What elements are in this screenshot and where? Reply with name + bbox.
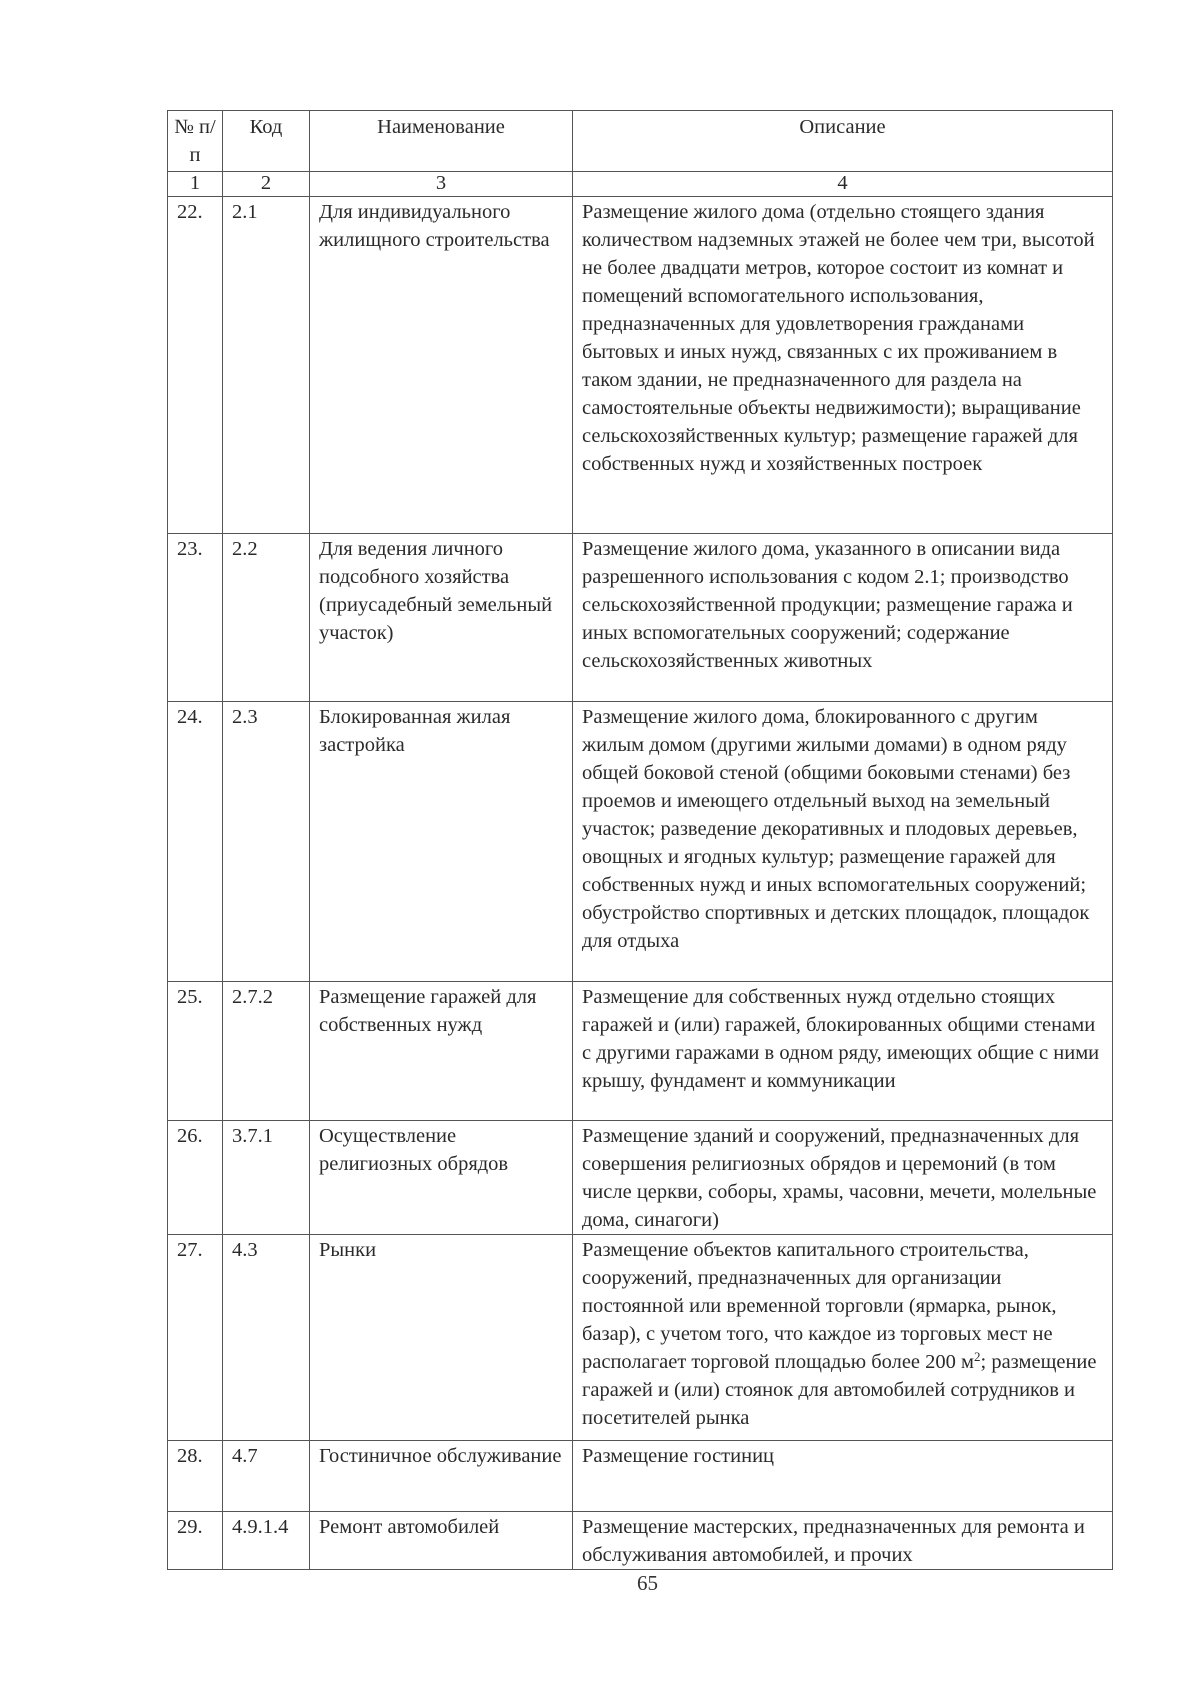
row-description: Размещение гостиниц <box>573 1441 1113 1512</box>
table-row <box>168 534 1113 702</box>
description-text: Размещение объектов капитального строительства, сооружений, предназначенных для организации постоянной или временной торговли (ярмарка, рынок, базар), с учетом того, что каждое из торговых мест не располагает торговой площадью более 200 м <box>582 1239 1057 1373</box>
table-row <box>168 982 1113 1121</box>
column-number: 1 <box>168 172 223 197</box>
table-row <box>168 1512 1113 1570</box>
row-number: 22. <box>168 197 223 534</box>
table-row <box>168 197 1113 534</box>
row-name: Рынки <box>310 1235 573 1441</box>
header-num: № п/п <box>168 111 223 172</box>
header-name: Наименование <box>310 111 573 172</box>
row-code: 4.3 <box>223 1235 310 1441</box>
row-code: 2.7.2 <box>223 982 310 1121</box>
table-row <box>168 702 1113 982</box>
column-numbers-row <box>168 172 1113 197</box>
row-name: Гостиничное обслуживание <box>310 1441 573 1512</box>
row-description: Размещение жилого дома, указанного в описании вида разрешенного использования с кодом 2.1; производство сельскохозяйственной продукции; размещение гаража и иных вспомогательных сооружений; содержание сельскохозяйственных животных <box>573 534 1113 702</box>
column-number: 2 <box>223 172 310 197</box>
row-code: 3.7.1 <box>223 1121 310 1235</box>
row-name: Для индивидуального жилищного строительства <box>310 197 573 534</box>
row-number: 26. <box>168 1121 223 1235</box>
superscript: 2 <box>974 1349 981 1364</box>
table-row <box>168 1441 1113 1512</box>
row-description: Размещение жилого дома, блокированного с другим жилым домом (другими жилыми домами) в одном ряду общей боковой стеной (общими боковыми стенами) без проемов и имеющего отдельный выход на земельный участок; разведение декоративных и плодовых деревьев, овощных и ягодных культур; размещение гаражей для собственных нужд и иных вспомогательных сооружений; обустройство спортивных и детских площадок, площадок для отдыха <box>573 702 1113 982</box>
row-number: 28. <box>168 1441 223 1512</box>
table-row <box>168 1121 1113 1235</box>
row-number: 24. <box>168 702 223 982</box>
row-number: 27. <box>168 1235 223 1441</box>
column-number: 3 <box>310 172 573 197</box>
page-number: 65 <box>637 1571 658 1595</box>
row-description: Размещение мастерских, предназначенных для ремонта и обслуживания автомобилей, и прочих <box>573 1512 1113 1570</box>
row-name: Блокированная жилая застройка <box>310 702 573 982</box>
row-description <box>573 1235 1113 1441</box>
row-code: 2.3 <box>223 702 310 982</box>
header-code: Код <box>223 111 310 172</box>
row-name: Размещение гаражей для собственных нужд <box>310 982 573 1121</box>
row-name: Осуществление религиозных обрядов <box>310 1121 573 1235</box>
row-description: Размещение зданий и сооружений, предназначенных для совершения религиозных обрядов и церемоний (в том числе церкви, соборы, храмы, часовни, мечети, молельные дома, синагоги) <box>573 1121 1113 1235</box>
land-use-table <box>167 110 1113 1570</box>
header-description: Описание <box>573 111 1113 172</box>
row-name: Ремонт автомобилей <box>310 1512 573 1570</box>
row-code: 2.2 <box>223 534 310 702</box>
table-row <box>168 1235 1113 1441</box>
row-description: Размещение для собственных нужд отдельно стоящих гаражей и (или) гаражей, блокированных общими стенами с другими гаражами в одном ряду, имеющих общие с ними крышу, фундамент и коммуникации <box>573 982 1113 1121</box>
row-code: 2.1 <box>223 197 310 534</box>
row-description: Размещение жилого дома (отдельно стоящего здания количеством надземных этажей не более чем три, высотой не более двадцати метров, которое состоит из комнат и помещений вспомогательного использования, предназначенных для удовлетворения гражданами бытовых и иных нужд, связанных с их проживанием в таком здании, не предназначенного для раздела на самостоятельные объекты недвижимости); выращивание сельскохозяйственных культур; размещение гаражей для собственных нужд и хозяйственных построек <box>573 197 1113 534</box>
description-text: ; размещение гаражей и (или) стоянок для автомобилей сотрудников и посетителей рынка <box>582 1351 1097 1429</box>
row-number: 23. <box>168 534 223 702</box>
row-number: 29. <box>168 1512 223 1570</box>
row-code: 4.7 <box>223 1441 310 1512</box>
column-number: 4 <box>573 172 1113 197</box>
row-number: 25. <box>168 982 223 1121</box>
row-name: Для ведения личного подсобного хозяйства (приусадебный земельный участок) <box>310 534 573 702</box>
row-code: 4.9.1.4 <box>223 1512 310 1570</box>
table-header-row <box>168 111 1113 172</box>
